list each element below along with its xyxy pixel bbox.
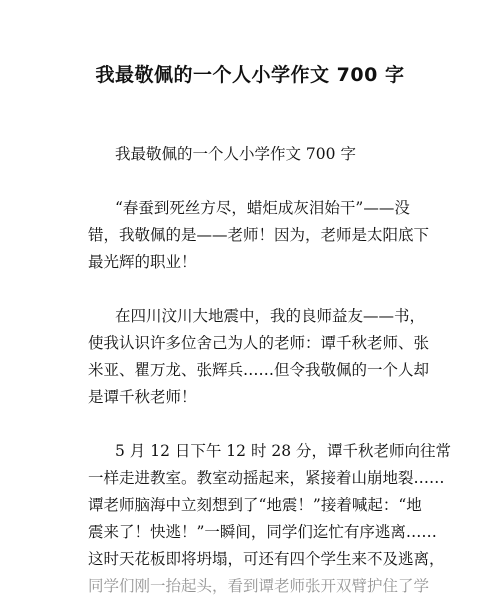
paragraph-1-line-3: 最光辉的职业！ [88, 253, 197, 271]
paragraph-3-line-5: 这时天花板即将坍塌，可还有四个学生来不及逃离， [88, 550, 445, 568]
paragraph-2-line-3: 米亚、瞿万龙、张辉兵……但令我敬佩的一个人却 [88, 361, 430, 379]
paragraph-gap [88, 168, 420, 195]
document-title: 我最敬佩的一个人小学作文 700 字 [95, 64, 405, 86]
paragraph-1-line-2: 错，我敬佩的是——老师！因为，老师是太阳底下 [88, 226, 430, 244]
paragraph-2-line-4: 是谭千秋老师！ [88, 388, 197, 406]
document-body [88, 141, 452, 600]
paragraph-3-line-4: 震来了！快逃！”一瞬间，同学们迄忙有序逃离…… [88, 523, 437, 541]
paragraph-gap [88, 276, 420, 303]
paragraph-2-line-1: 在四川汶川大地震中，我的良师益友——书， [115, 307, 426, 325]
paragraph-2-line-2: 使我认识许多位舍己为人的老师：谭千秋老师、张 [88, 334, 430, 352]
paragraph-3-line-1: 5 月 12 日下午 12 时 28 分，谭千秋老师向往常 [115, 442, 452, 460]
paragraph-3-line-3: 谭老师脑海中立刻想到了“地震！”接着喊起：“地 [88, 496, 422, 514]
paragraph-gap [88, 411, 420, 438]
paragraph-3-line-2: 一样走进教室。教室动摇起来，紧接着山崩地裂…… [88, 469, 445, 487]
paragraph-3-cutoff-line: 同学们刚一抬起头，看到谭老师张开双臂护住了学 [88, 577, 430, 595]
essay-subtitle: 我最敬佩的一个人小学作文 700 字 [115, 145, 356, 163]
paragraph-1-line-1: “春蚕到死丝方尽，蜡炬成灰泪始干”——没 [115, 199, 410, 217]
